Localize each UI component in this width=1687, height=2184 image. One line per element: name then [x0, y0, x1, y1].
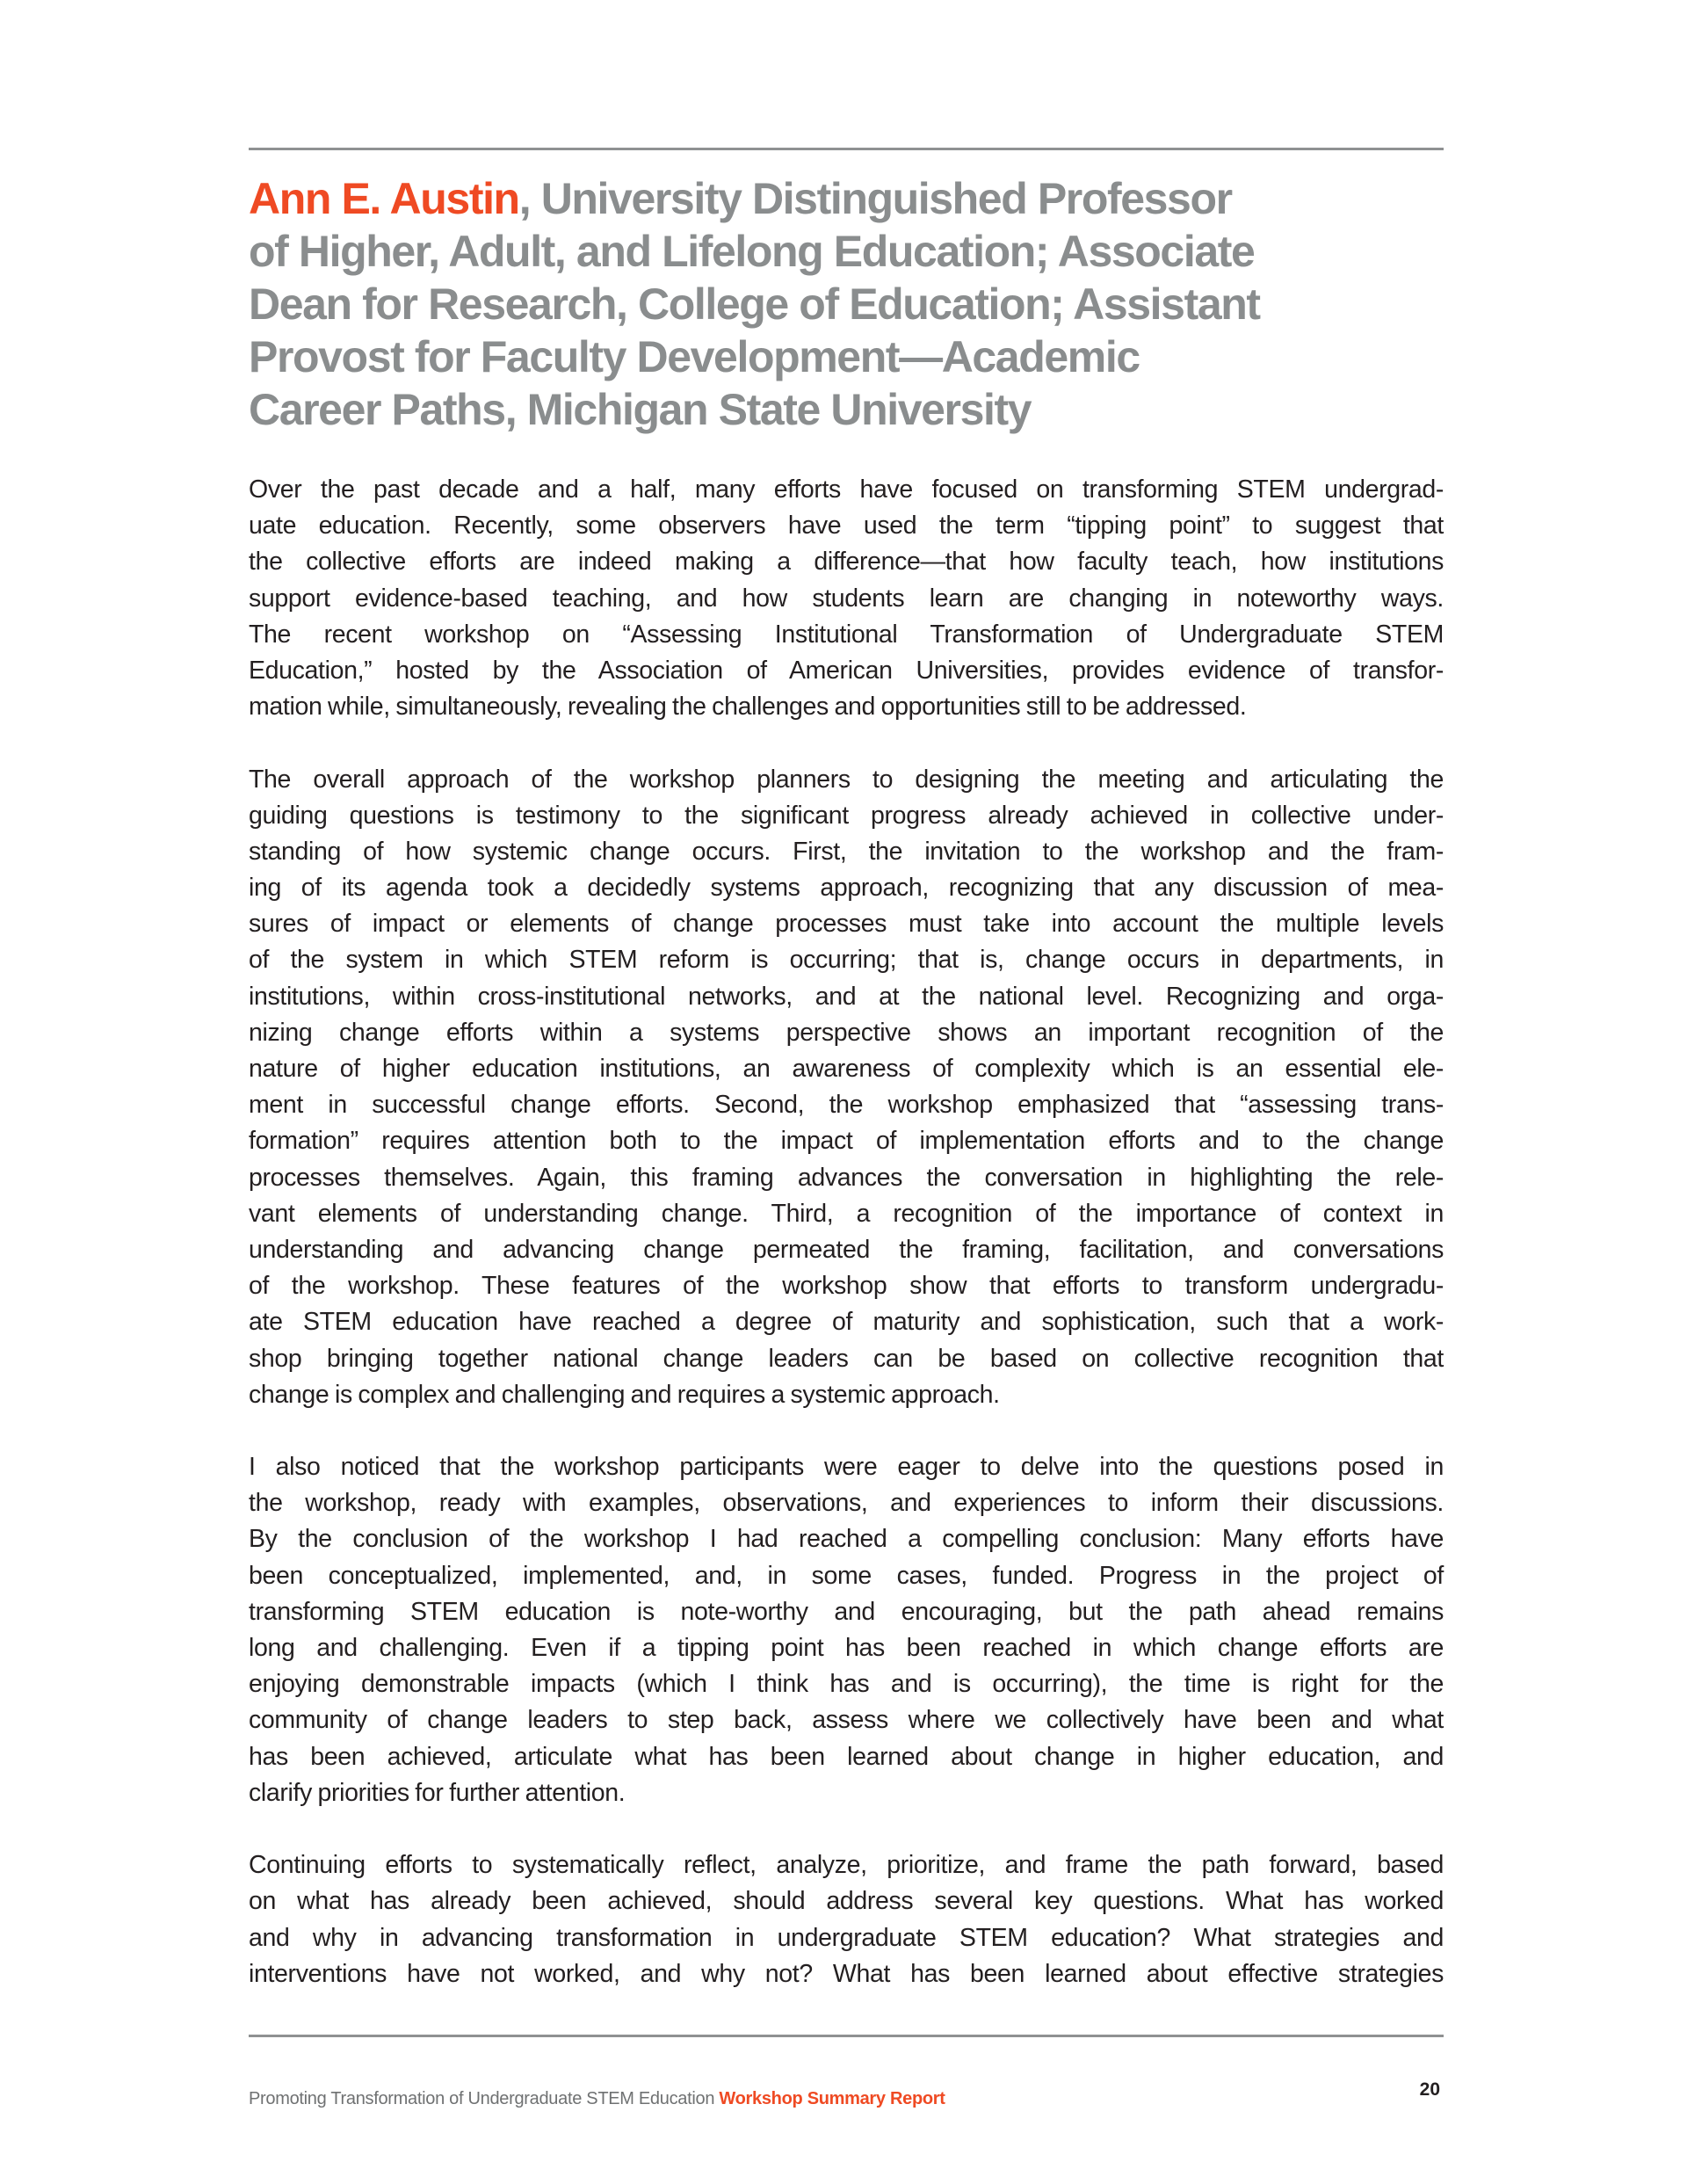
page-number: 20 [1419, 2079, 1440, 2100]
bottom-divider-rule [249, 2035, 1444, 2037]
paragraph-line: nature of higher education institutions, an awareness of complexity which is an essential ele- [249, 1055, 1444, 1083]
paragraph-line: shop bringing together national change leaders can be based on collective recognition that [249, 1344, 1444, 1373]
paragraph-line: ate STEM education have reached a degree of maturity and sophistication, such that a work- [249, 1308, 1444, 1337]
paragraph-line: nizing change efforts within a systems perspective shows an important recognition of the [249, 1018, 1444, 1047]
paragraph-line: ing of its agenda took a decidedly systems approach, recognizing that any discussion of mea- [249, 874, 1444, 903]
paragraph-line: support evidence-based teaching, and how students learn are changing in noteworthy ways. [249, 584, 1444, 613]
paragraph-line: Education,” hosted by the Association of American Universities, provides evidence of transfor- [249, 656, 1444, 685]
paragraph-line: By the conclusion of the workshop I had reached a compelling conclusion: Many efforts have [249, 1525, 1444, 1554]
heading-line-2: of Higher, Adult, and Lifelong Education; Associate [249, 227, 1255, 276]
paragraph [249, 762, 1444, 1413]
paragraph-line: ment in successful change efforts. Second, the workshop emphasized that “assessing trans- [249, 1091, 1444, 1120]
author-title-part-1: , University Distinguished Professor [518, 174, 1232, 223]
heading-line-5: Career Paths, Michigan State University [249, 385, 1032, 434]
paragraph-line: standing of how systemic change occurs. First, the invitation to the workshop and the fram- [249, 837, 1444, 866]
paragraph [249, 1449, 1444, 1811]
paragraph-line: community of change leaders to step back, assess where we collectively have been and what [249, 1706, 1444, 1735]
paragraph-line: transforming STEM education is note-worthy and encouraging, but the path ahead remains [249, 1597, 1444, 1626]
footer-report-label: Workshop Summary Report [719, 2089, 945, 2108]
paragraph-line: I also noticed that the workshop participants were eager to delve into the questions posed in [249, 1453, 1444, 1482]
paragraph-line: uate education. Recently, some observers have used the term “tipping point” to suggest that [249, 512, 1444, 541]
heading-line-3: Dean for Research, College of Education; Assistant [249, 279, 1260, 329]
paragraph-line: clarify priorities for further attention. [249, 1778, 626, 1807]
body-text [249, 472, 1444, 2028]
paragraph-line: has been achieved, articulate what has been learned about change in higher education, and [249, 1742, 1444, 1771]
paragraph-line: and why in advancing transformation in undergraduate STEM education? What strategies and [249, 1923, 1444, 1952]
paragraph-line: enjoying demonstrable impacts (which I think has and is occurring), the time is right for the [249, 1670, 1444, 1699]
paragraph-line: been conceptualized, implemented, and, in some cases, funded. Progress in the project of [249, 1561, 1444, 1590]
paragraph-line: guiding questions is testimony to the significant progress already achieved in collective under- [249, 801, 1444, 830]
footer-running-title [249, 2087, 945, 2110]
paragraph-line: Over the past decade and a half, many efforts have focused on transforming STEM undergrad- [249, 475, 1444, 504]
paragraph-line: of the system in which STEM reform is occurring; that is, change occurs in departments, in [249, 946, 1444, 975]
paragraph-line: The overall approach of the workshop planners to designing the meeting and articulating the [249, 765, 1444, 794]
paragraph-line: interventions have not worked, and why not? What has been learned about effective strategies [249, 1959, 1444, 1988]
author-name: Ann E. Austin [249, 174, 519, 223]
footer-document-title: Promoting Transformation of Undergraduate STEM Education [249, 2089, 715, 2108]
paragraph [249, 472, 1444, 725]
top-divider-rule [249, 148, 1444, 150]
paragraph-line: change is complex and challenging and requires a systemic approach. [249, 1380, 1000, 1409]
paragraph-line: of the workshop. These features of the workshop show that efforts to transform undergradu- [249, 1272, 1444, 1301]
paragraph-line: on what has already been achieved, should address several key questions. What has worked [249, 1887, 1444, 1916]
heading-line-1 [249, 172, 1479, 225]
paragraph-line: sures of impact or elements of change processes must take into account the multiple levels [249, 910, 1444, 939]
paragraph [249, 1847, 1444, 1992]
paragraph-line: formation” requires attention both to the impact of implementation efforts and to the change [249, 1127, 1444, 1156]
paragraph-line: processes themselves. Again, this framing advances the conversation in highlighting the rele- [249, 1163, 1444, 1192]
page-footer [249, 2079, 1444, 2114]
paragraph-line: long and challenging. Even if a tipping point has been reached in which change efforts are [249, 1634, 1444, 1662]
paragraph-line: Continuing efforts to systematically reflect, analyze, prioritize, and frame the path forward, based [249, 1851, 1444, 1880]
paragraph-line: The recent workshop on “Assessing Institutional Transformation of Undergraduate STEM [249, 620, 1444, 649]
section-heading [249, 172, 1479, 436]
paragraph-line: understanding and advancing change permeated the framing, facilitation, and conversations [249, 1235, 1444, 1264]
paragraph-line: the collective efforts are indeed making a difference—that how faculty teach, how institutions [249, 548, 1444, 577]
heading-line-4: Provost for Faculty Development—Academic [249, 332, 1140, 381]
paragraph-line: the workshop, ready with examples, observations, and experiences to inform their discussions. [249, 1489, 1444, 1518]
paragraph-line: mation while, simultaneously, revealing the challenges and opportunities still to be addressed. [249, 693, 1247, 722]
paragraph-line: vant elements of understanding change. Third, a recognition of the importance of context in [249, 1199, 1444, 1228]
paragraph-line: institutions, within cross-institutional networks, and at the national level. Recognizing and orga- [249, 982, 1444, 1011]
